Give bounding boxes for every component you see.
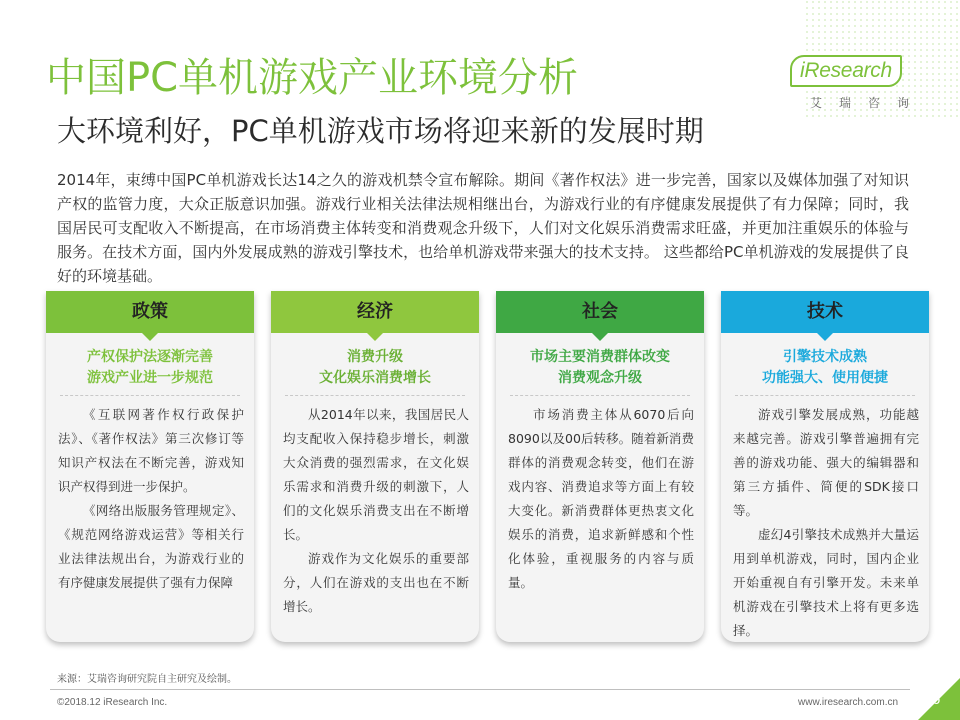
intro-paragraph: 2014年，束缚中国PC单机游戏长达14之久的游戏机禁令宣布解除。期间《著作权法》进一步完善，国家以及媒体加强了对知识产权的监管力度，大众正版意识加强。游戏行业相关法律法规相继出台，为游戏行业的有序健康发展提供了有力保障；同时，我国居民可支配收入不断提高，在市场消费主体转变和消费观念升级下，人们对文化娱乐消费需求旺盛，并更加注重娱乐的体验与服务。在技术方面，国内外发展成熟的游戏引擎技术，也给单机游戏带来强大的技术支持。 这些都给PC单机游戏的发展提供了良好的环境基础。 <box>57 171 909 285</box>
card-paragraph: 从2014年以来，我国居民人均支配收入保持稳步增长，刺激大众消费的强烈需求，在文化娱乐需求和消费升级的刺激下，人们的文化娱乐消费支出在不断增长。 <box>283 407 469 542</box>
logo-frame <box>790 55 902 87</box>
card-society <box>496 291 704 642</box>
card-divider <box>735 395 915 396</box>
card-technology-subtitle: 引擎技术成熟 功能强大、使用便捷 <box>762 349 888 386</box>
card-policy <box>46 291 254 642</box>
card-policy-subtitle: 产权保护法逐渐完善 游戏产业进一步规范 <box>87 349 213 386</box>
card-paragraph: 《互联网著作权行政保护法》、《著作权法》第三次修订等知识产权法在不断完善，游戏知识产权得到进一步保护。 <box>58 407 244 494</box>
footer-divider <box>50 689 910 690</box>
page-title: 中国PC单机游戏产业环境分析 <box>46 55 579 101</box>
card-paragraph: 市场消费主体从6070后向8090以及00后转移。随着新消费群体的消费观念转变，他们在游戏内容、消费追求等方面上有较大变化。新消费群体更热衷文化娱乐的消费，追求新鲜感和个性化体验，重视服务的内容与质量。 <box>508 407 694 590</box>
card-paragraph: 游戏作为文化娱乐的重要部分，人们在游戏的支出也在不断增长。 <box>283 551 469 614</box>
logo-subtext: 艾瑞咨询 <box>810 96 927 110</box>
page-number: 6 <box>932 691 941 708</box>
card-economy <box>271 291 479 642</box>
card-divider <box>510 395 690 396</box>
card-divider <box>285 395 465 396</box>
card-economy-body <box>283 403 469 619</box>
card-technology-body <box>733 403 919 643</box>
card-paragraph: 虚幻4引擎技术成熟并大量运用到单机游戏，同时，国内企业开始重视自有引擎开发。未来单机游戏在引擎技术上将有更多选择。 <box>733 527 919 638</box>
page-subtitle: 大环境利好，PC单机游戏市场将迎来新的发展时期 <box>57 114 704 148</box>
card-policy-body <box>58 403 244 595</box>
logo-text: iResearch <box>800 59 892 82</box>
card-pointer <box>367 333 383 341</box>
card-paragraph: 《网络出版服务管理规定》、《规范网络游戏运营》等相关行业法律法规出台，为游戏行业的有序健康发展提供了强有力保障 <box>58 503 244 590</box>
source-note: 来源：艾瑞咨询研究院自主研究及绘制。 <box>57 674 237 685</box>
card-society-subtitle: 市场主要消费群体改变 消费观念升级 <box>530 349 670 386</box>
iresearch-logo <box>790 55 927 115</box>
card-economy-title: 经济 <box>271 291 479 333</box>
card-pointer <box>142 333 158 341</box>
copyright-text: ©2018.12 iResearch Inc. <box>57 697 168 708</box>
website-link[interactable]: www.iresearch.com.cn <box>798 697 899 708</box>
card-technology-title: 技术 <box>721 291 929 333</box>
card-technology <box>721 291 929 642</box>
card-economy-subtitle: 消费升级 文化娱乐消费增长 <box>319 349 431 386</box>
card-paragraph: 游戏引擎发展成熟，功能越来越完善。游戏引擎普遍拥有完善的游戏功能、强大的编辑器和第三方插件、简便的SDK接口等。 <box>733 407 919 518</box>
card-pointer <box>592 333 608 341</box>
card-society-body <box>508 403 694 595</box>
card-society-title: 社会 <box>496 291 704 333</box>
card-pointer <box>817 333 833 341</box>
card-divider <box>60 395 240 396</box>
card-policy-title: 政策 <box>46 291 254 333</box>
